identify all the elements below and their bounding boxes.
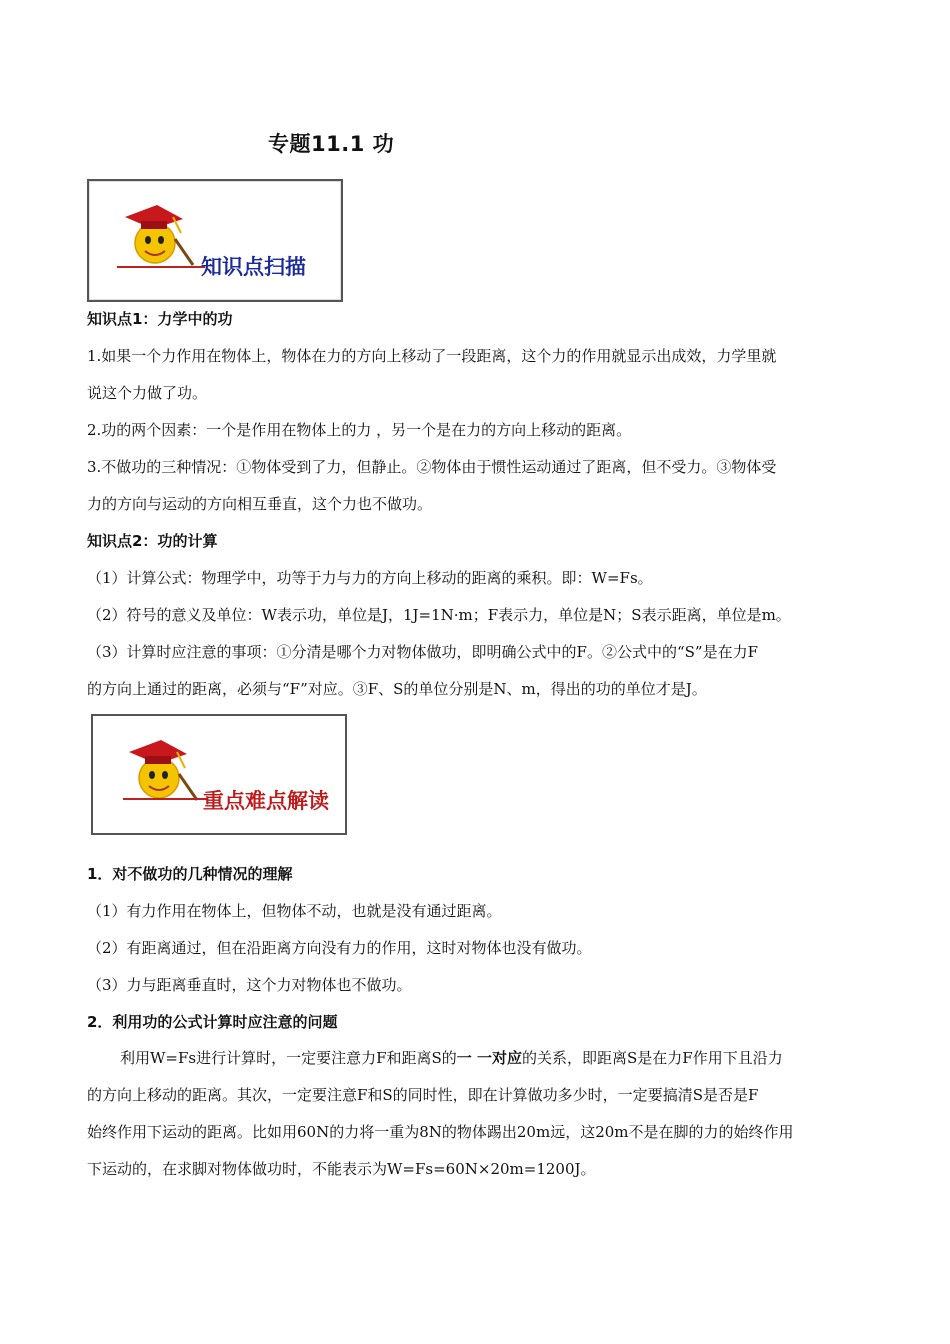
section2-item1: （1）计算公式：物理学中，功等于力与力的方向上移动的距离的乘积。即：W=Fs。: [87, 569, 653, 587]
section1-p2: 2.功的两个因素：一个是作用在物体上的力 ，另一个是在力的方向上移动的距离。: [87, 421, 632, 439]
section4-line2: 的方向上移动的距离。其次，一定要注意F和S的同时性，即在计算做功多少时，一定要搞清S是否是F: [87, 1086, 759, 1104]
section3-item2: （2）有距离通过，但在沿距离方向没有力的作用，这时对物体也没有做功。: [87, 939, 592, 957]
section2-item3-line2: 的方向上通过的距离，必须与“F”对应。③F、S的单位分别是N、m，得出的功的单位才是J。: [87, 680, 707, 698]
section2-item3-line1: （3）计算时应注意的事项：①分清是哪个力对物体做功，即明确公式中的F。②公式中的“S”是在力F: [87, 643, 758, 661]
section3-heading: 1．对不做功的几种情况的理解: [87, 865, 293, 883]
section1-heading: 知识点1：力学中的功: [87, 310, 233, 328]
section3-item1: （1）有力作用在物体上，但物体不动，也就是没有通过距离。: [87, 902, 502, 920]
banner-underline: [123, 798, 207, 800]
section3-item3: （3）力与距离垂直时，这个力对物体也不做功。: [87, 976, 412, 994]
section4-line1-emphasis: 一 一对应: [456, 1049, 523, 1067]
section1-p1-line2: 说这个力做了功。: [87, 384, 208, 402]
section1-p3-line1: 3.不做功的三种情况：①物体受到了力，但静止。②物体由于惯性运动通过了距离，但不受力。③物体受: [87, 458, 777, 476]
knowledge-scan-label: 知识点扫描: [201, 255, 306, 279]
section4-line1-c: 的关系，即距离S是在力F作用下且沿力: [522, 1049, 783, 1067]
section4-line3: 始终作用下运动的距离。比如用60N的力将一重为8N的物体踢出20m远，这20m不是在脚的力的始终作用: [87, 1123, 794, 1141]
section4-line4: 下运动的，在求脚对物体做功时，不能表示为W=Fs=60N×20m=1200J。: [87, 1160, 596, 1178]
banner-underline: [117, 266, 205, 268]
section1-p1-line1: 1.如果一个力作用在物体上，物体在力的方向上移动了一段距离，这个力的作用就显示出成效，力学里就: [87, 347, 777, 365]
section2-item2: （2）符号的意义及单位：W表示功，单位是J，1J=1N·m；F表示力，单位是N；S表示距离，单位是m。: [87, 606, 791, 624]
key-points-banner: [91, 714, 347, 835]
key-points-label: 重点难点解读: [203, 789, 329, 813]
section4-heading: 2．利用功的公式计算时应注意的问题: [87, 1013, 338, 1031]
mascot-icon: [117, 199, 197, 269]
section2-heading: 知识点2：功的计算: [87, 532, 218, 550]
mascot-icon: [121, 734, 201, 804]
section1-p3-line2: 力的方向与运动的方向相互垂直，这个力也不做功。: [87, 495, 433, 513]
section4-line1-a: 利用W=Fs进行计算时，一定要注意力F和距离S的: [120, 1049, 457, 1067]
page-title: 专题11.1 功: [268, 132, 395, 156]
knowledge-scan-banner: [87, 179, 343, 302]
section4-line1: [120, 1048, 783, 1068]
